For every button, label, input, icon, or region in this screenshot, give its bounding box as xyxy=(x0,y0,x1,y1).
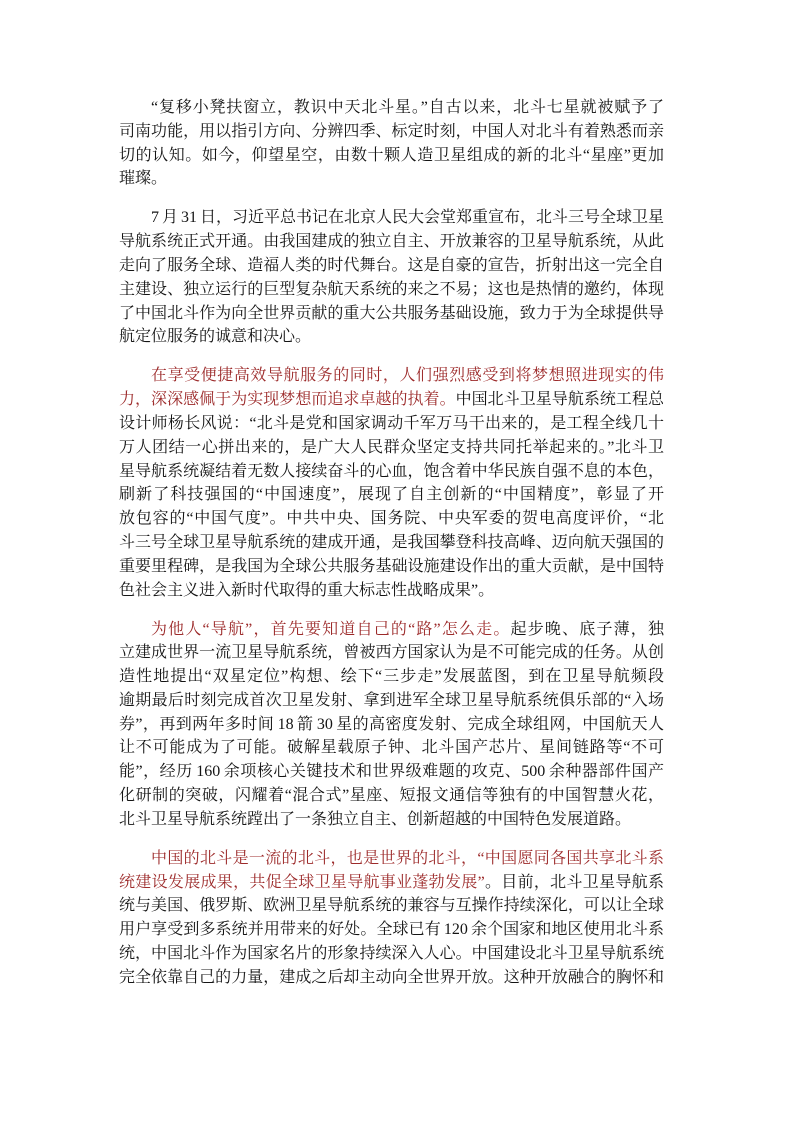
text-line xyxy=(119,871,664,895)
text-line: 色社会主义进入新时代取得的重大标志性战略成果”。 xyxy=(119,581,495,599)
body-text: 。目前，北斗卫星导航系 xyxy=(484,873,664,891)
text-line: 航定位服务的诚意和决心。 xyxy=(119,328,312,346)
text-line: 璀璨。 xyxy=(119,170,168,188)
text-line: 统与美国、俄罗斯、欧洲卫星导航系统的兼容与互操作持续深化，可以让全球 xyxy=(119,897,664,915)
paragraph-3 xyxy=(119,364,664,602)
text-line: 司南功能，用以指引方向、分辨四季、标定时刻，中国人对北斗有着熟悉而亲 xyxy=(119,122,664,140)
text-line: 重要里程碑，是我国为全球公共服务基础设施建设作出的重大贡献，是中国特 xyxy=(119,557,664,575)
body-text: 中国北斗卫星导航系统工程总 xyxy=(455,391,664,409)
paragraph-4 xyxy=(119,618,664,832)
text-line: 能”，经历 160 余项核心关键技术和世界级难题的攻克、500 余种器部件国产 xyxy=(119,763,664,781)
text-line: 主建设、独立运行的巨型复杂航天系统的来之不易；这也是热情的邀约，体现 xyxy=(119,280,664,298)
text-line xyxy=(119,847,664,871)
highlighted-text: 中国的北斗是一流的北斗，也是世界的北斗，“中国愿同各国共享北斗系 xyxy=(151,849,664,867)
text-line: 设计师杨长风说：“北斗是党和国家调动千军万马干出来的，是工程全线几十 xyxy=(119,414,664,432)
paragraph-5 xyxy=(119,847,664,990)
text-line: 逾期最后时刻完成首次卫星发射、拿到进军全球卫星导航系统俱乐部的“入场 xyxy=(119,691,664,709)
text-line: 切的认知。如今，仰望星空，由数十颗人造卫星组成的新的北斗“星座”更加 xyxy=(119,146,664,164)
text-line: 立建成世界一流卫星导航系统，曾被西方国家认为是不可能完成的任务。从创 xyxy=(119,644,664,662)
paragraph-1 xyxy=(119,96,664,191)
text-line: 刷新了科技强国的“中国速度”，展现了自主创新的“中国精度”，彰显了开 xyxy=(119,486,664,504)
text-line: 万人团结一心拼出来的，是广大人民群众坚定支持共同托举起来的。”北斗卫 xyxy=(119,438,664,456)
text-line: 7 月 31 日，习近平总书记在北京人民大会堂郑重宣布，北斗三号全球卫星 xyxy=(151,209,665,227)
text-line: 了中国北斗作为向全世界贡献的重大公共服务基础设施，致力于为全球提供导 xyxy=(119,304,664,322)
text-line: 券”，再到两年多时间 18 箭 30 星的高密度发射、完成全球组网，中国航天人 xyxy=(119,715,664,733)
text-line: 用户享受到多系统并用带来的好处。全球已有 120 余个国家和地区使用北斗系 xyxy=(119,921,664,939)
text-line: “复移小凳扶窗立，教识中天北斗星。”自古以来，北斗七星就被赋予了 xyxy=(151,99,664,116)
body-text: 起步晚、底子薄，独 xyxy=(510,620,664,638)
text-line xyxy=(119,364,664,388)
text-line xyxy=(119,618,664,642)
highlighted-text: 为他人“导航”，首先要知道自己的“路”怎么走。 xyxy=(151,620,511,638)
text-line: 走向了服务全球、造福人类的时代舞台。这是自豪的宣告，折射出这一完全自 xyxy=(119,256,664,274)
text-line: 造性地提出“双星定位”构想、绘下“三步走”发展蓝图，到在卫星导航频段 xyxy=(119,668,664,686)
paragraph-2 xyxy=(119,206,664,349)
text-line: 放包容的“中国气度”。中共中央、国务院、中央军委的贺电高度评价，“北 xyxy=(119,510,664,528)
document-body xyxy=(119,96,664,1005)
highlighted-text: 在享受便捷高效导航服务的同时，人们强烈感受到将梦想照进现实的伟 xyxy=(151,367,664,385)
text-line: 斗三号全球卫星导航系统的建成开通，是我国攀登科技高峰、迈向航天强国的 xyxy=(119,533,664,551)
text-line xyxy=(119,388,664,412)
text-line: 让不可能成为了可能。破解星载原子钟、北斗国产芯片、星间链路等“不可 xyxy=(119,739,664,757)
text-line: 导航系统正式开通。由我国建成的独立自主、开放兼容的卫星导航系统，从此 xyxy=(119,233,664,251)
text-line: 完全依靠自己的力量，建成之后却主动向全世界开放。这种开放融合的胸怀和 xyxy=(119,968,664,986)
text-line: 北斗卫星导航系统蹚出了一条独立自主、创新超越的中国特色发展道路。 xyxy=(119,810,632,828)
highlighted-text: 统建设发展成果，共促全球卫星导航事业蓬勃发展” xyxy=(119,873,485,891)
text-line: 化研制的突破，闪耀着“混合式”星座、短报文通信等独有的中国智慧火花， xyxy=(119,787,664,805)
highlighted-text: 力，深深感佩于为实现梦想而追求卓越的执着。 xyxy=(119,391,456,409)
text-line: 统，中国北斗作为国家名片的形象持续深入人心。中国建设北斗卫星导航系统 xyxy=(119,945,664,963)
text-line: 星导航系统凝结着无数人接续奋斗的心血，饱含着中华民族自强不息的本色， xyxy=(119,462,664,480)
